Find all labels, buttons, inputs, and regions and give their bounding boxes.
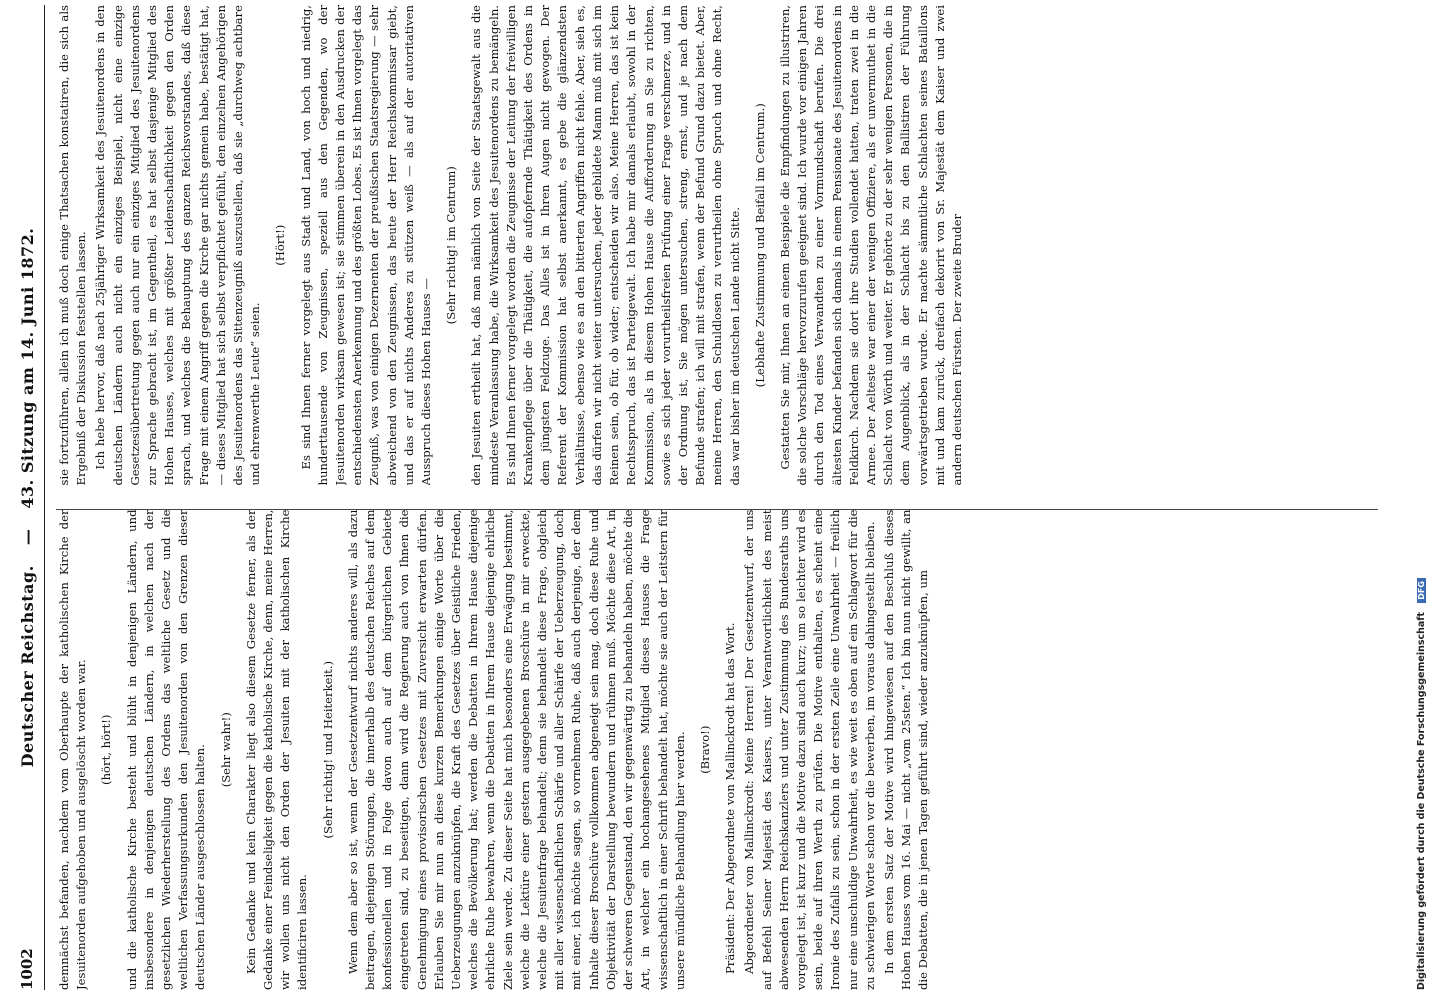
speaker-paragraph: Präsident: Der Abgeordnete von Mallinckrodt hat das Wort. bbox=[723, 622, 738, 974]
paragraph: den Jesuiten ertheilt hat, daß man nämlich von Seite der Staatsgewalt aus die mindeste Veranlassung habe, die Wirksamkeit des Jesuitenordens zu bemängeln. Es sind Ihnen ferner vorgelegt worden die Zeugnisse der Leitung der freiwilligen Krankenpflege über die Thätigkeit, die aufopfernde Thätigkeit des Ordens in dem jüngsten Feldzuge. Das Alles ist in Ihren Augen nicht gewogen. Der Referent der Kommission hat selbst anerkannt, es gebe die glänzendsten Verhältnisse, ebenso wie es an den bitterten Angriffen nicht fehle. Aber, sieh es, das dürfen wir nicht weiter untersuchen, jeder gebildete Mann muß mit sich im Reinen sein, ob für, ob wider; entscheiden wir also. Meine Herren, das ist kein Rechtsspruch, das ist Parteigewalt. Ich habe mir damals erlaubt, sowohl in der Kommission, als in diesem Hohen Hause die Aufforderung an Sie zu richten, sowie es sich jeder vorurtheilsfreien Prüfung einer Frage verschmerze, und in der Ordnung ist, Sie mögen untersuchen, streng, ernst, und je nach dem Befunde strafen; ich will mit strafen, wenn der Befund Grund dazu bietet. Aber, meine Herren, den Schuldlosen zu verurtheilen ohne Spruch und ohne Recht, das war bisher im deutschen Lande nicht Sitte. bbox=[469, 5, 742, 486]
paragraph: Ich hebe hervor, daß nach 25jähriger Wirksamkeit des Jesuitenordens in den deutschen Ländern auch nicht ein einziges Beispiel, nicht eine einzige Gesetzesübertretung gegen auch nur ein einziges Mitglied des Jesuitenordens zur Sprache gebracht ist, im Gegentheil, es hat selbst dasjenige Mitglied des Hohen Hauses, welches mit größter Leidenschaftlichkeit gegen den Orden sprach, und welches die Behauptung des ganzen Reichsvorstandes, daß diese Frage mit einem Angriff gegen die Kirche gar nichts gemein habe, bestätigt hat, — dieses Mitglied hat sich selbst verpflichtet gefühlt, den einzelnen Angehörigen des Jesuitenordens das Sittenzeugniß auszustellen, daß sie „durchweg achtbare und ehrenwerthe Leute“ seien. bbox=[93, 5, 263, 486]
dfg-logo: DFG bbox=[1417, 578, 1426, 603]
paragraph: und die katholische Kirche besteht und blüht in denjenigen Ländern, und insbesondere in denjenigen deutschen Ländern, in welchen nach der gesetzlichen Wiederherstellung des Ordens das weltliche Gesetz und die weltlichen Verfassungsurkunden den Jesuitenorden von den Grenzen dieser deutschen Länder ausgeschlossen halten. bbox=[124, 509, 208, 990]
interjection: (Sehr richtig! im Centrum) bbox=[444, 166, 459, 325]
page-number: 1002 bbox=[18, 948, 36, 990]
paragraph: demnächst befanden, nachdem vom Oberhaupte der katholischen Kirche der Jesuitenorden aufgehoben und ausgelöscht worden war. bbox=[57, 509, 89, 990]
interjection: (Hört!) bbox=[273, 224, 288, 266]
credit-text: Digitalisierung gefördert durch die Deutsche Forschungsgemeinschaft bbox=[1416, 612, 1427, 990]
left-column bbox=[56, 510, 1378, 991]
interjection: (Sehr wahr!) bbox=[218, 712, 233, 788]
speaker-paragraph: Abgeordneter von Mallinckrodt: Meine Herren! Der Gesetzentwurf, der uns auf Befehl Seiner Majestät des Kaisers, unter Verantwortlichkeit des meist abwesenden Herrn Reichskanzlers und unter Zustimmung des Bundesraths uns vorgelegt ist, ist kurz und die Motive dazu sind auch kurz; um so leichter wird es sein, beide auf ihren Werth zu prüfen. Die Motive enthalten, es scheint eine Ironie des Zufalls zu sein, schon in der ersten Zeile eine Unwahrheit — freilich nur eine unschuldige Unwahrheit, es wie weit es oben auf ein Schlagwort für die zu schwierigen Worte schon vor die bewerben, im voraus dahingestellt bleiben. bbox=[742, 509, 877, 990]
publication-title: Deutscher Reichstag. bbox=[17, 565, 37, 768]
interjection: (Lebhafte Zustimmung und Beifall im Centrum.) bbox=[752, 103, 767, 388]
right-column bbox=[56, 5, 1378, 486]
rotated-document-page bbox=[10, 5, 1390, 990]
running-title bbox=[18, 5, 37, 990]
interjection: (Bravo!) bbox=[697, 725, 712, 774]
page-header bbox=[10, 5, 45, 990]
paragraph: Wenn dem aber so ist, wenn der Gesetzentwurf nichts anderes will, als dazu beitragen, diejenigen Störungen, die innerhalb des deutschen Reiches auf dem konfessionellen und in Folge davon auch auf dem bürgerlichen Gebiete eingetreten sind, zu beseitigen, dann wird die Regierung auch von Ihnen die Genehmigung eines provisorischen Gesetzes mit Zuversicht erwarten dürfen. Erlauben Sie mir nun an diese kurzen Bemerkungen einige Worte über die Ueberzeugungen anzuknüpfen, die Kraft des Gesetzes über Geistliche Frieden, welches die Bevölkerung hat; werden die Debatten in Ihrem Hause diejenige ehrliche Ruhe bewahren, wenn die Debatten in Ihrem Hause diejenige ehrliche Ziele sein werde. Zu dieser Seite hat mich besonders eine Erwägung bestimmt, welche die Lektüre einer gestern ausgegebenen Broschüre in mir erweckte, welche die Jesuitenfrage behandelt; denn sie behandelt diese Frage, obgleich mit aller wissenschaftlichen Schärfe und aller Schärfe der Ueberzeugung, doch mit einer, ich möchte sagen, so vornehmen Ruhe, daß auch derjenige, der dem Inhalte dieser Broschüre vollkommen abgeneigt sein mag, doch diese Ruhe und Objektivität der Darstellung bewundern und rühmen muß. Möchte diese Art, in der schweren Gegenstand, den wir gegenwärtig zu behandeln haben, möchte die Art, in welcher ein hochangesehenes Mitglied dieses Hauses die Frage wissenschaftlich in einer Schrift behandelt hat, möchte sie auch der Leitstern für unsere mündliche Behandlung hier werden. bbox=[345, 509, 687, 990]
paragraph: Gestatten Sie mir, Ihnen an einem Beispiele die Empfindungen zu illustriren, die solche Vorschläge hervorzurufen geeignet sind. Ich wurde vor einigen Jahren durch den Tod eines Verwandten zu einer Vormundschaft berufen. Die drei ältesten Kinder befanden sich damals in einem Pensionate des Jesuitenordens in Feldkirch. Nachdem sie dort ihre Studien vollendet hatten, traten zwei in die Armee. Der Aelteste war einer der wenigen Offiziere, als er unvermuthet in die Schlacht von Wörth und weiter. Er gehörte zu der sehr wenigen Personen, die in dem Augenblick, als in der Schlacht bis zu den Ballistiren der Führung vorwärtsgetrieben wurde. Er machte sämmtliche Schlachten seines Bataillons mit und kam zurück, dreifach dekorirt von Sr. Majestät dem Kaiser und zwei andern deutschen Fürsten. Der zweite Bruder bbox=[777, 5, 964, 486]
digitization-credit bbox=[1414, 0, 1432, 1000]
column-divider bbox=[56, 509, 1378, 510]
paragraph: Es sind Ihnen ferner vorgelegt aus Stadt und Land, von hoch und niedrig, hunderttausende von Zeugnissen, speziell aus den Gegenden, wo der Jesuitenorden wirksam gewesen ist; sie stimmen überein in den Ausdrucken der entschiedensten Anerkennung und des größten Lobes. Es ist Ihnen vorgelegt das Zeugniß, was von einigen Dezernenten der preußischen Staatsregierung — sehr abweichend von den Zeugnissen, das heute der Herr Reichskommissar giebt, und das er auf nichts Anderes zu stützen weiß — als auf der autoritativen Ausspruch dieses Hohen Hauses — bbox=[298, 5, 434, 486]
interjection: (Sehr richtig! und Heiterkeit.) bbox=[320, 660, 335, 839]
paragraph: sie fortzuführen, allein ich muß doch einige Thatsachen konstatiren, die sich als Ergebniß der Diskussion feststellen lassen. bbox=[57, 5, 89, 486]
paragraph: Kein Gedanke und kein Charakter liegt also diesem Gesetze ferner, als der Gedanke einer Feindseligkeit gegen die katholische Kirche, denn, meine Herren, wir wollen uns nicht den Orden der Jesuiten mit der katholischen Kirche identificiren lassen. bbox=[243, 509, 310, 990]
title-separator: — bbox=[17, 528, 37, 546]
interjection: (hört, hört!) bbox=[99, 714, 114, 785]
session-title: 43. Sitzung am 14. Juni 1872. bbox=[17, 227, 37, 509]
paragraph: In dem ersten Satz der Motive wird hingewiesen auf den Beschluß dieses Hohen Hauses vom 16. Mai — nicht „vom 25sten.“ Ich bin nun nicht gewillt, an die Debatten, die in jenen Tagen geführt sind, wieder anzuknüpfen, um bbox=[881, 509, 931, 990]
text-columns bbox=[56, 5, 1378, 990]
credit-text-wrapper bbox=[1416, 10, 1430, 990]
